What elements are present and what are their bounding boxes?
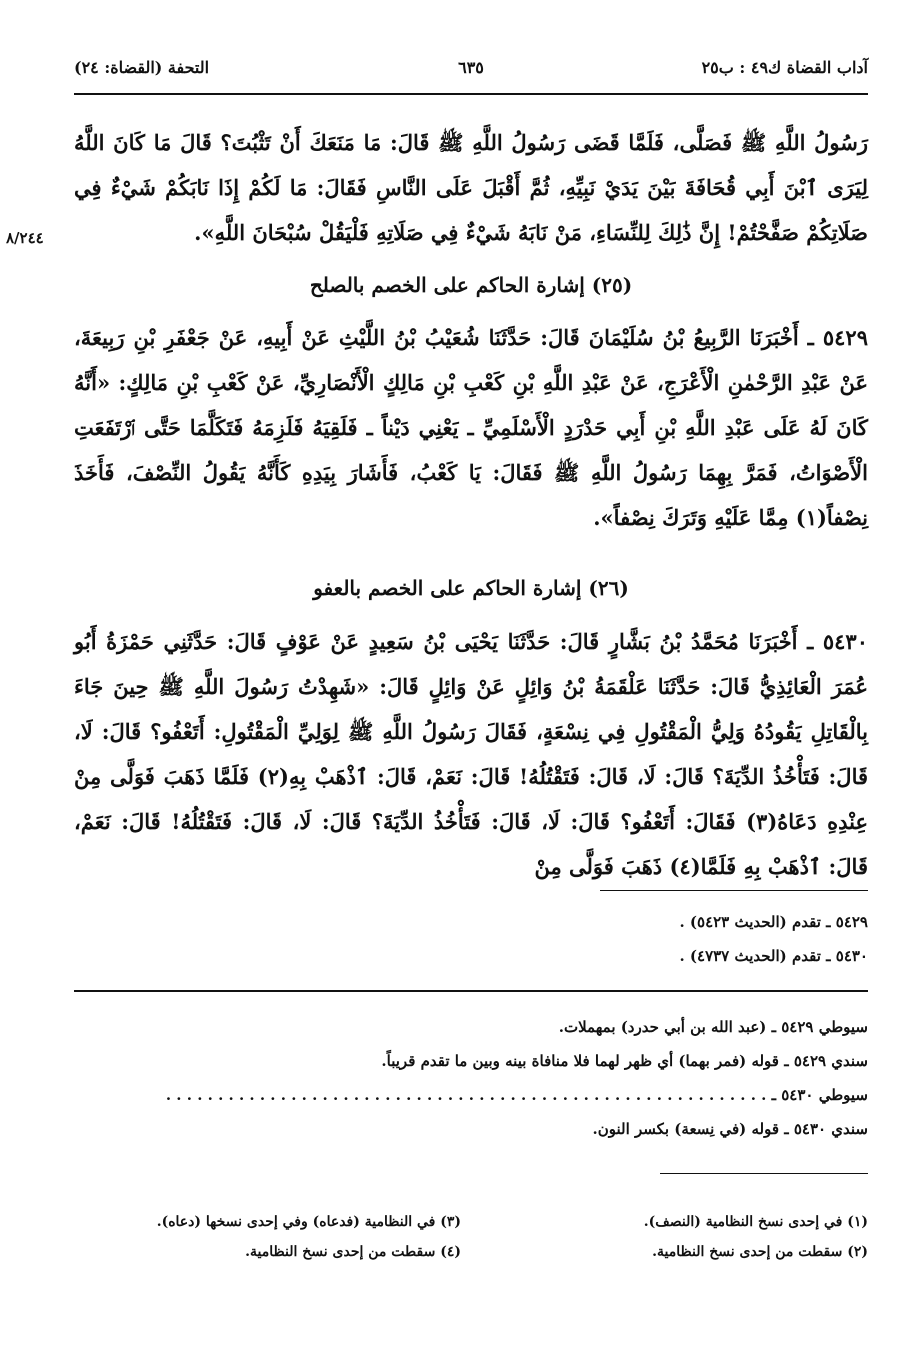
footnote-2: (٢) سقطت من إحدى نسخ النظامية. — [652, 1244, 868, 1260]
chapter-heading-25: (٢٥) إشارة الحاكم على الخصم بالصلح — [309, 273, 633, 297]
header-chapter: آداب القضاة ك٤٩ : ب٢٥ — [701, 57, 868, 77]
ref-5429: ٥٤٢٩ ـ تقدم (الحديث ٥٤٢٣) . — [679, 913, 868, 931]
header-tuhfa-ref: التحفة (القضاة: ٢٤) — [74, 57, 210, 77]
footnote-4: (٤) سقطت من إحدى نسخ النظامية. — [245, 1244, 461, 1260]
main-text — [74, 120, 869, 879]
commentaries — [74, 1010, 868, 1146]
sindi-5429: سندي ٥٤٢٩ ـ قوله (فمر بهما) أي ظهر لهما فلا منافاة بينه وبين ما تقدم قريباً. — [381, 1052, 868, 1070]
margin-reference: ٨/٢٤٤ — [6, 229, 44, 247]
suyuti-5430: سيوطي ٥٤٣٠ ـ . . . . . . . . . . . . . . . . . . . . . . . . . . . . . . . . . . . . . . . . . . . . . . . . . . . . . . . . . . — [165, 1086, 868, 1104]
header-rule — [74, 93, 868, 95]
refs-rule — [600, 890, 868, 891]
hadith-5430: ٥٤٣٠ ـ أَخْبَرَنَا مُحَمَّدُ بْنُ بَشَّارٍ قَالَ: حَدَّثَنَا يَحْيَى بْنُ سَعِيدٍ عَنْ عَوْفٍ قَالَ: حَدَّثَنِي حَمْزَةُ أَبُو عُمَرَ الْعَائِذِيُّ قَالَ: حَدَّثَنَا عَلْقَمَةُ بْنُ وَائِلٍ عَنْ وَائِلٍ قَالَ: «شَهِدْتُ رَسُولَ اللَّهِ ﷺ حِينَ جَاءَ بِالْقَاتِلِ يَقُودُهُ وَلِيُّ الْمَقْتُولِ فِي نِسْعَةٍ، فَقَالَ رَسُولُ اللَّهِ ﷺ لِوَلِيِّ الْمَقْتُولِ: أَتَعْفُو؟ قَالَ: لَا، قَالَ: فَتَأْخُذُ الدِّيَةَ؟ قَالَ: لَا، قَالَ: فَتَقْتُلُهُ! قَالَ: نَعَمْ، قَالَ: ٱذْهَبْ بِهِ(٢) فَلَمَّا ذَهَبَ فَوَلَّى مِنْ عِنْدِهِ دَعَاهُ(٣) فَقَالَ: أَتَعْفُو؟ قَالَ: لَا، قَالَ: فَتَأْخُذُ الدِّيَةَ؟ قَالَ: لَا، قَالَ: فَتَقْتُلُهُ! قَالَ: نَعَمْ، قَالَ: ٱذْهَبْ بِهِ فَلَمَّا(٤) ذَهَبَ فَوَلَّى مِنْ — [74, 629, 869, 879]
commentary-rule — [74, 990, 868, 992]
page-header — [74, 52, 868, 82]
footnotes-rule — [660, 1173, 868, 1174]
cross-references — [74, 905, 868, 973]
footnote-3: (٣) في النظامية (فدعاه) وفي إحدى نسخها (دعاه). — [156, 1214, 461, 1230]
hadith-5429: ٥٤٢٩ ـ أَخْبَرَنَا الرَّبِيعُ بْنُ سُلَيْمَانَ قَالَ: حَدَّثَنَا شُعَيْبُ بْنُ اللَّيْثِ عَنْ أَبِيهِ، عَنْ جَعْفَرِ بْنِ رَبِيعَةَ، عَنْ عَبْدِ الرَّحْمٰنِ الْأَعْرَجِ، عَنْ عَبْدِ اللَّهِ بْنِ كَعْبِ بْنِ مَالِكٍ الْأَنْصَارِيِّ، عَنْ كَعْبِ بْنِ مَالِكٍ: «أَنَّهُ كَانَ لَهُ عَلَى عَبْدِ اللَّهِ بْنِ أَبِي حَدْرَدٍ الْأَسْلَمِيِّ ـ يَعْنِي دَيْناً ـ فَلَقِيَهُ فَلَزِمَهُ فَتَكَلَّمَا حَتَّى ٱرْتَفَعَتِ الْأَصْوَاتُ، فَمَرَّ بِهِمَا رَسُولُ اللَّهِ ﷺ فَقَالَ: يَا كَعْبُ، فَأَشَارَ بِيَدِهِ كَأَنَّهُ يَقُولُ النِّصْفَ، فَأَخَذَ نِصْفاً(١) مِمَّا عَلَيْهِ وَتَرَكَ نِصْفاً». — [74, 325, 868, 530]
sindi-5430: سندي ٥٤٣٠ ـ قوله (في نِسعة) بكسر النون. — [592, 1120, 868, 1138]
page-number: ٦٣٥ — [458, 57, 484, 77]
ref-5430: ٥٤٣٠ ـ تقدم (الحديث ٤٧٣٧) . — [679, 947, 868, 965]
footnote-1: (١) في إحدى نسخ النظامية (النصف). — [643, 1214, 868, 1230]
suyuti-5429: سيوطي ٥٤٢٩ ـ (عبد الله بن أبي حدرد) بمهملات. — [558, 1018, 868, 1036]
footnotes — [74, 1207, 868, 1267]
hadith-continuation: رَسُولُ اللَّهِ ﷺ فَصَلَّى، فَلَمَّا قَضَى رَسُولُ اللَّهِ ﷺ قَالَ: مَا مَنَعَكَ أَنْ تَثْبُتَ؟ قَالَ مَا كَانَ اللَّهُ لِيَرَى ٱبْنَ أَبِي قُحَافَةَ بَيْنَ يَدَيْ نَبِيِّهِ، ثُمَّ أَقْبَلَ عَلَى النَّاسِ فَقَالَ: مَا لَكُمْ إِذَا نَابَكُمْ شَيْءٌ فِي صَلَاتِكُمْ صَفَّحْتُمْ! إِنَّ ذَٰلِكَ لِلنِّسَاءِ، مَنْ نَابَهُ شَيْءٌ فِي صَلَاتِهِ فَلْيَقُلْ سُبْحَانَ اللَّهِ». — [74, 130, 868, 245]
chapter-heading-26: (٢٦) إشارة الحاكم على الخصم بالعفو — [313, 576, 629, 600]
